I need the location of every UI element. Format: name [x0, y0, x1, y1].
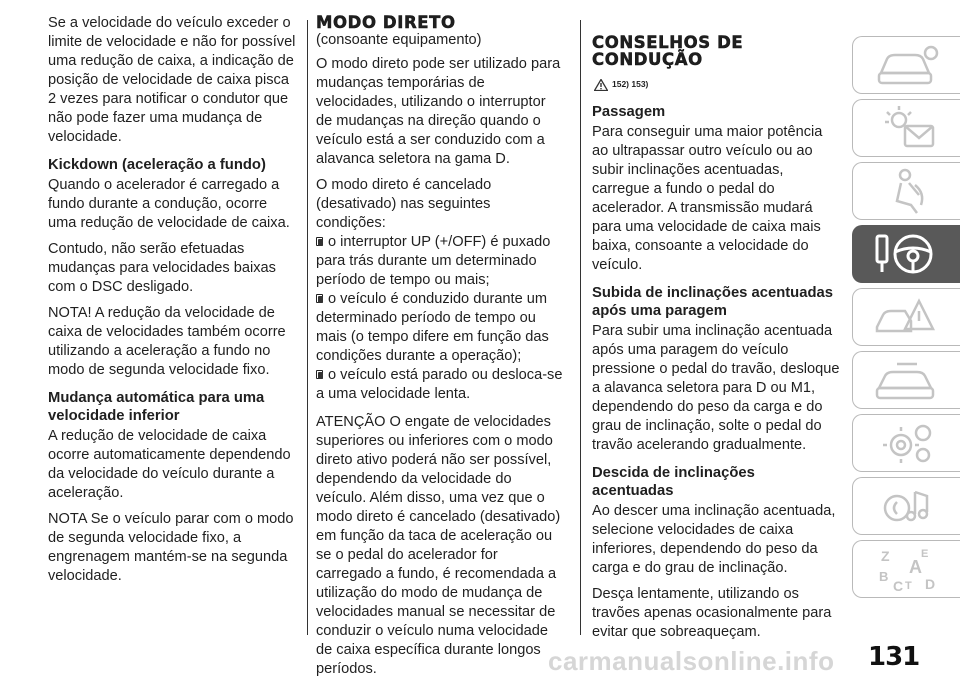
gears-icon: [871, 417, 943, 469]
svg-text:B: B: [878, 569, 888, 584]
paragraph: Quando o acelerador é carregado a fundo durante a condução, ocorre uma redução de velocidade de caixa.: [48, 177, 290, 231]
tab-safety[interactable]: [852, 162, 960, 220]
svg-text:C: C: [892, 578, 903, 594]
paragraph: Para conseguir uma maior potência ao ultrapassar outro veículo ou ao subir inclinações acentuadas, carregue a fundo o pedal do acelerador. A transmissão mudará para uma velocidade de caixa mais baixa, consoante a velocidade do veículo.: [592, 124, 823, 273]
car-dashboard-icon: [871, 39, 943, 91]
tab-multimedia[interactable]: [852, 477, 960, 535]
column-divider: [580, 20, 581, 635]
bullet-icon: [316, 237, 324, 247]
page-number: 131: [868, 642, 920, 672]
svg-text:A: A: [908, 557, 922, 577]
paragraph: Para subir uma inclinação acentuada após uma paragem do veículo pressione o pedal do travão, desloque a alavanca seletora para D ou M1, dependendo do peso da carga e do grau de inclinação, solte o pedal do travão acelerando gradualmente.: [592, 323, 840, 453]
key-steering-wheel-icon: [871, 228, 943, 280]
list-item: [316, 366, 564, 404]
title-line: CONDUÇÃO: [592, 50, 703, 69]
column-divider: [307, 20, 308, 635]
paragraph: O modo direto pode ser utilizado para mudanças temporárias de velocidades, utilizando o interruptor de mudanças na direção quando o veículo está a ser conduzido com a alavanca seletora na gama D.: [316, 56, 561, 167]
bullet-icon: [316, 294, 324, 304]
heading-auto-downshift: Mudança automática para uma velocidade inferior: [48, 390, 265, 424]
tab-dashboard[interactable]: [852, 36, 960, 94]
heading-passagem: Passagem: [592, 104, 666, 120]
heading-subida: Subida de inclinações acentuadas após uma paragem: [592, 285, 833, 319]
heading-kickdown: Kickdown (aceleração a fundo): [48, 157, 266, 173]
bullet-icon: [316, 370, 324, 380]
section-title-direct-mode: MODO DIRETO: [316, 13, 456, 32]
warning-reference: [594, 75, 840, 94]
list-item: [316, 233, 564, 290]
list-item: [316, 290, 564, 366]
paragraph: Desça lentamente, utilizando os travões apenas ocasionalmente para evitar que sobreaqueçam.: [592, 586, 832, 640]
list-item-text: o interruptor UP (+/OFF) é puxado para trás durante um determinado período de tempo ou mais;: [316, 234, 551, 288]
alphabetical-index-icon: [871, 543, 943, 595]
attention-paragraph: ATENÇÃO O engate de velocidades superiores ou inferiores com o modo direto ativo poderá não ser possível, dependendo da velocidade do veículo. Além disso, uma vez que o modo direto é cancelado (desativado) em função da taca de aceleração ou se o pedal do acelerador for carregado a fundo, é recomendada a utilização do modo de mudança de velocidades manual se necessitar de conduzir o veículo numa velocidade de caixa específica durante longos períodos.: [316, 414, 561, 677]
section-title-driving-tips: [592, 34, 840, 68]
tab-emergency[interactable]: [852, 288, 960, 346]
title-line: CONSELHOS DE: [592, 33, 744, 52]
svg-text:E: E: [920, 548, 928, 560]
chapter-tabs: [852, 36, 960, 603]
tab-technical-data[interactable]: [852, 414, 960, 472]
paragraph: Ao descer uma inclinação acentuada, selecione velocidades de caixa inferiores, dependendo do peso da carga e do grau de inclinação.: [592, 503, 836, 576]
note-paragraph: NOTA! A redução da velocidade de caixa de velocidades também ocorre utilizando a aceleração a fundo no modo de segunda velocidade fixo.: [48, 305, 286, 378]
tab-start-driving[interactable]: [852, 225, 960, 283]
column-middle: [316, 14, 564, 686]
paragraph: A redução de velocidade de caixa ocorre automaticamente dependendo da velocidade do veículo durante a aceleração.: [48, 428, 291, 501]
heading-descida: Descida de inclinações acentuadas: [592, 465, 755, 499]
column-left: [48, 14, 296, 593]
tab-warning-lights[interactable]: [852, 99, 960, 157]
column-right: [592, 14, 840, 649]
note-paragraph: NOTA Se o veículo parar com o modo de segunda velocidade fixo, a engrenagem mantém-se na segunda velocidade.: [48, 511, 294, 584]
tab-index[interactable]: [852, 540, 960, 598]
tab-maintenance[interactable]: [852, 351, 960, 409]
paragraph: Se a velocidade do veículo exceder o limite de velocidade e não for possível uma redução de caixa, a indicação de posição de velocidade de caixa pisca 2 vezes para notificar o condutor que não pode fazer uma mudança de velocidade.: [48, 15, 296, 145]
list-item-text: o veículo está parado ou desloca-se a uma velocidade lenta.: [316, 367, 563, 402]
paragraph: Contudo, não serão efetuadas mudanças para velocidades baixas com o DSC desligado.: [48, 241, 276, 295]
paragraph: O modo direto é cancelado (desativado) nas seguintes condições:: [316, 177, 492, 231]
svg-text:Z: Z: [880, 548, 890, 564]
warning-refs: 152) 153): [612, 79, 649, 89]
airbag-seat-icon: [871, 165, 943, 217]
svg-text:D: D: [924, 576, 935, 592]
warning-triangle-icon: [594, 79, 608, 91]
multimedia-icon: [871, 480, 943, 532]
list-item-text: o veículo é conduzido durante um determinado período de tempo ou mais (o tempo difere em função das condições durante a operação);: [316, 291, 549, 364]
watermark: carmanualsonline.info: [548, 646, 835, 676]
car-crash-warning-icon: [871, 291, 943, 343]
warning-lights-icon: [871, 102, 943, 154]
section-subtitle: (consoante equipamento): [316, 32, 482, 48]
maintenance-car-icon: [871, 354, 943, 406]
svg-text:T: T: [904, 580, 912, 592]
